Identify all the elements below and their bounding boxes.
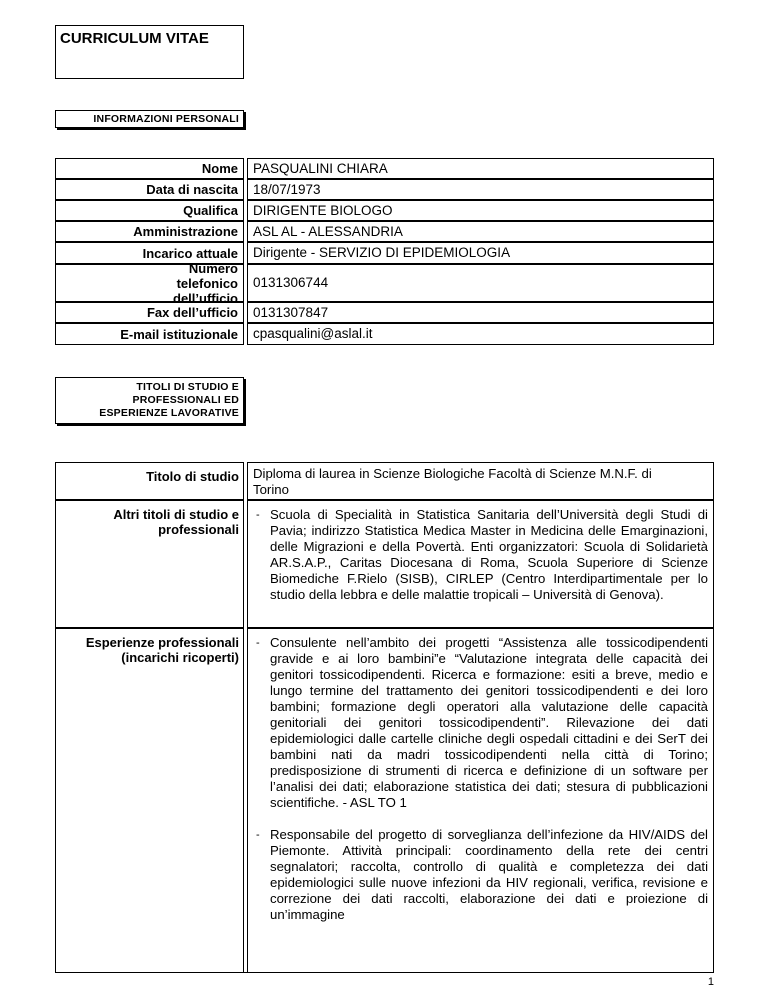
label-telefono: Numero telefonico dell’ufficio (55, 264, 244, 302)
section-studies-experience (55, 377, 244, 424)
label-esperienze: Esperienze professionali (incarichi ricoperti) (55, 628, 244, 973)
label-qualifica: Qualifica (55, 200, 244, 221)
label-titolo-studio: Titolo di studio (55, 462, 244, 500)
section-studies-line-1: TITOLI DI STUDIO E (136, 381, 239, 393)
experience-item-1: Consulente nell’ambito dei progetti “Assistenza alle tossicodipendenti gravide e ai loro bambini”e “Valutazione integrata delle capacità dei genitori tossicodipendenti. Ricerca e formazione: esiti a breve, medio e lungo termine del trattamento dei genitori tossicodipendenti e dei loro bambini; formazione degli operatori alla valutazione delle capacità genitoriali dei genitori tossicodipendenti”. Rilevazione dei dati epidemiologici dalle cartelle cliniche degli ospedali cittadini e dei SerT dei bambini nati da madri tossicodipendenti nella città di Torino; predisposizione di strumenti di ricerca e definizione di un software per l’analisi dei dati; elaborazione statistica dei dati; stesura di pubblicazioni scientifiche. - ASL TO 1 (270, 635, 708, 810)
value-titolo-studio (247, 462, 714, 500)
bullet-dash: - (256, 829, 260, 841)
label-amministrazione: Amministrazione (55, 221, 244, 242)
cv-title: CURRICULUM VITAE (55, 25, 244, 79)
label-nome: Nome (55, 158, 244, 179)
value-nome: PASQUALINI CHIARA (247, 158, 714, 179)
label-altri-titoli: Altri titoli di studio e professionali (55, 500, 244, 628)
section-studies-line-2: PROFESSIONALI ED (132, 394, 239, 406)
experience-item-2: Responsabile del progetto di sorveglianza dell’infezione da HIV/AIDS del Piemonte. Attività principali: coordinamento della rete dei centri segnalatori; raccolta, controllo di qualità e completezza dei dati epidemiologici sulle nuove infezioni da HIV regionali, verifica, revisione e correzione dei dati raccolti, elaborazione dei dati e proiezione di un’immagine (270, 827, 708, 922)
degree-text: Diploma di laurea in Scienze Biologiche Facoltà di Scienze M.N.F. di Torino (253, 466, 652, 497)
section-personal-info: INFORMAZIONI PERSONALI (55, 110, 244, 128)
section-studies-line-3: ESPERIENZE LAVORATIVE (99, 407, 239, 419)
value-qualifica: DIRIGENTE BIOLOGO (247, 200, 714, 221)
label-data-nascita: Data di nascita (55, 179, 244, 200)
value-email: cpasqualini@aslal.it (247, 323, 714, 345)
label-fax: Fax dell’ufficio (55, 302, 244, 323)
value-altri-titoli (247, 500, 714, 628)
bullet-dash: - (256, 509, 260, 521)
value-incarico: Dirigente - SERVIZIO DI EPIDEMIOLOGIA (247, 242, 714, 264)
value-fax: 0131307847 (247, 302, 714, 323)
value-telefono: 0131306744 (247, 264, 714, 302)
page-number: 1 (707, 976, 714, 988)
label-email: E-mail istituzionale (55, 323, 244, 345)
label-incarico: Incarico attuale (55, 242, 244, 264)
value-esperienze (247, 628, 714, 973)
footer-rule (55, 972, 714, 973)
value-data-nascita: 18/07/1973 (247, 179, 714, 200)
other-titles-text: Scuola di Specialità in Statistica Sanitaria dell’Università degli Studi di Pavia; indirizzo Statistica Medica Master in Medicina delle Emarginazioni, delle Migrazioni e della Povertà. Enti organizzatori: Scuola di Solidarietà AR.S.A.P., Caritas Diocesana di Roma, Scuola Superiore di Scienze Biomediche F.Rielo (SISB), CIRLEP (Centro Interdipartimentale per lo studio della lebbra e delle malattie tropicali – Università di Genova). (270, 507, 708, 602)
bullet-dash: - (256, 637, 260, 649)
value-amministrazione: ASL AL - ALESSANDRIA (247, 221, 714, 242)
